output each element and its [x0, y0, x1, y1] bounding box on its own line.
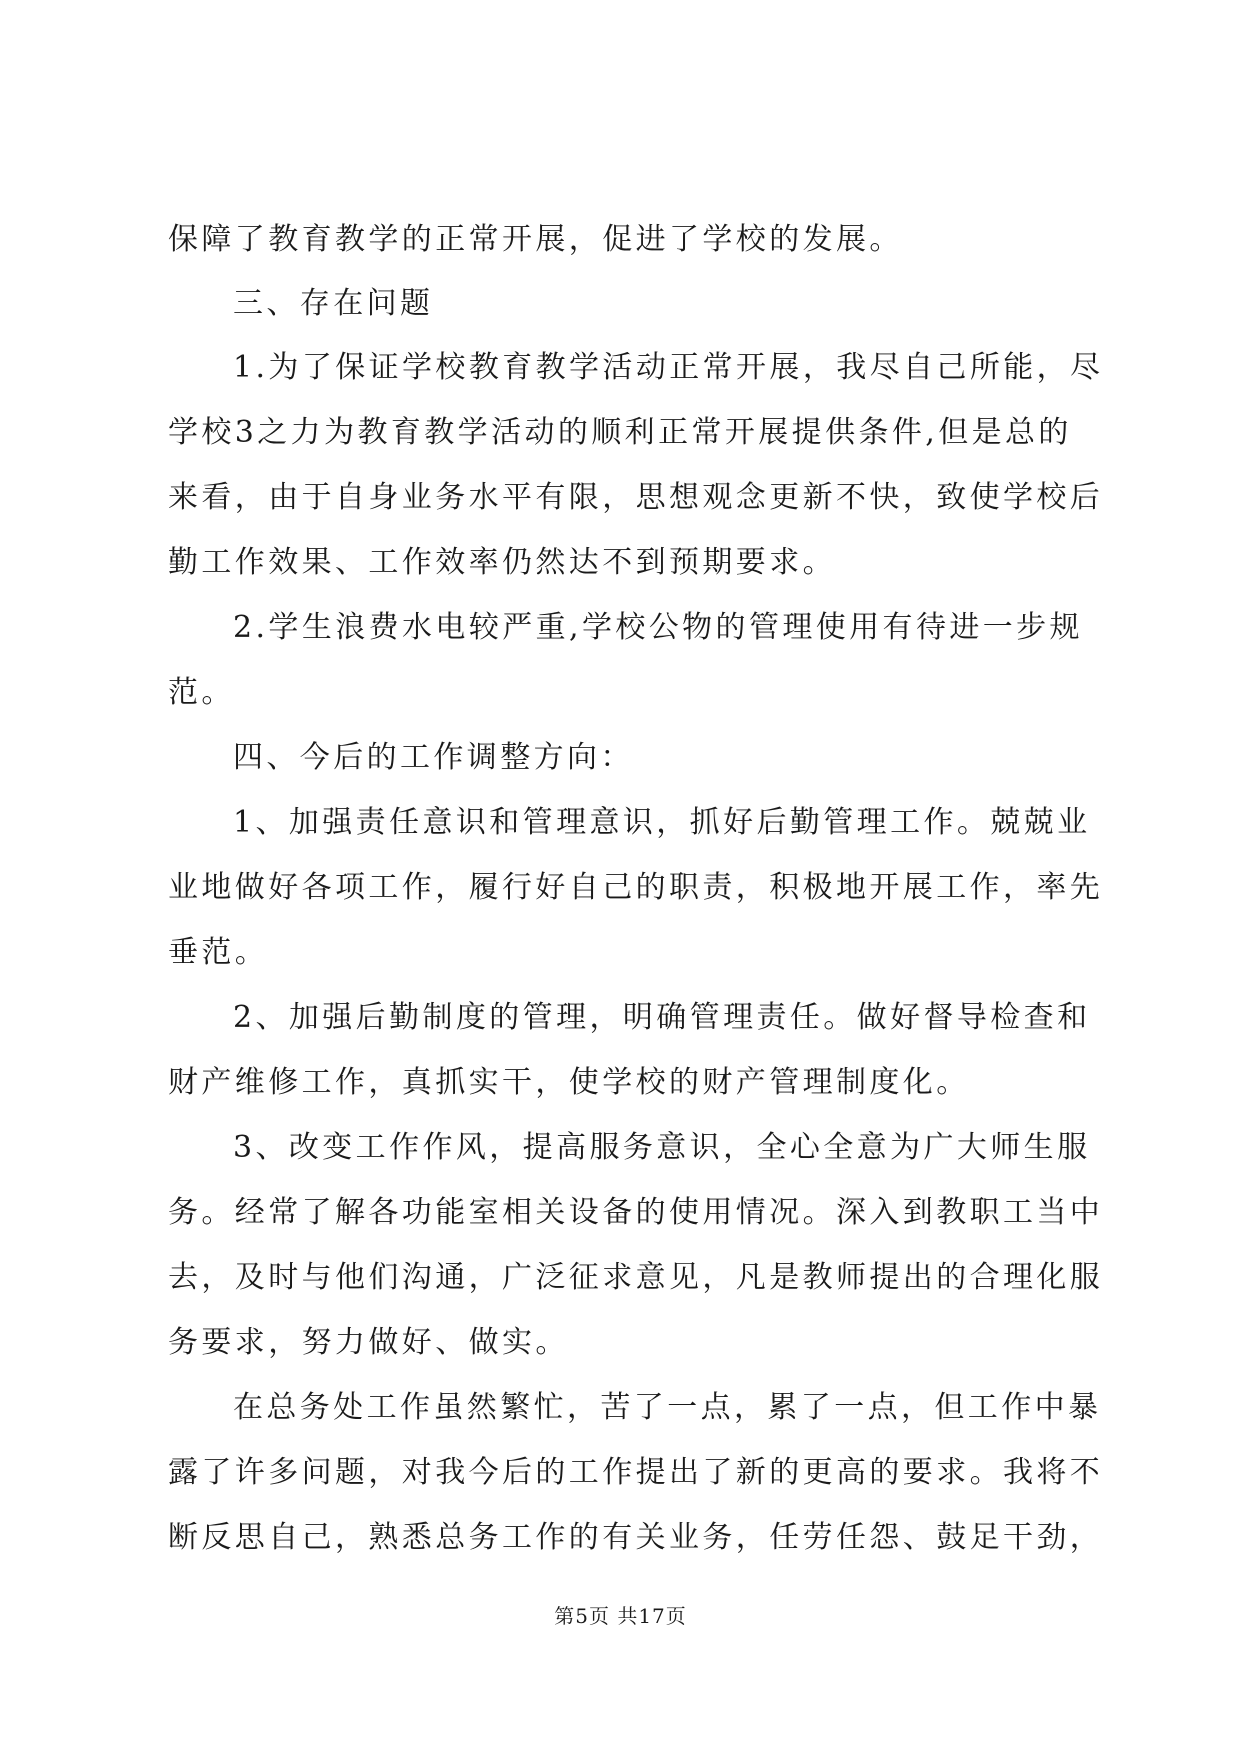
body-text-line: 2.学生浪费水电较严重,学校公物的管理使用有待进一步规: [233, 610, 1083, 645]
body-text-line: 务要求，努力做好、做实。: [168, 1325, 569, 1360]
body-text-line: 露了许多问题，对我今后的工作提出了新的更高的要求。我将不: [168, 1455, 1104, 1490]
body-text-line: 1.为了保证学校教育教学活动正常开展，我尽自己所能，尽: [233, 350, 1104, 385]
body-text-line: 业地做好各项工作，履行好自己的职责，积极地开展工作，率先: [168, 870, 1104, 905]
body-text-line: 2、加强后勤制度的管理，明确管理责任。做好督导检查和: [233, 1000, 1091, 1035]
body-text-line: 范。: [168, 675, 235, 710]
body-text-line: 3、改变工作作风，提高服务意识，全心全意为广大师生服: [233, 1130, 1091, 1165]
body-text-line: 在总务处工作虽然繁忙，苦了一点，累了一点，但工作中暴: [233, 1390, 1102, 1425]
body-text-line: 务。经常了解各功能室相关设备的使用情况。深入到教职工当中: [168, 1195, 1104, 1230]
body-text-line: 保障了教育教学的正常开展，促进了学校的发展。: [168, 222, 903, 257]
body-text-line: 来看，由于自身业务水平有限，思想观念更新不快，致使学校后: [168, 480, 1104, 515]
body-text-line: 财产维修工作，真抓实干，使学校的财产管理制度化。: [168, 1065, 970, 1100]
body-text-line: 去，及时与他们沟通，广泛征求意见，凡是教师提出的合理化服: [168, 1260, 1104, 1295]
body-text-line: 勤工作效果、工作效率仍然达不到预期要求。: [168, 545, 836, 580]
body-text-line: 学校3之力为教育教学活动的顺利正常开展提供条件,但是总的: [168, 415, 1072, 450]
section-heading: 三、存在问题: [233, 286, 434, 321]
section-heading: 四、今后的工作调整方向：: [233, 740, 634, 775]
page-number-footer: 第5页 共17页: [554, 1604, 687, 1628]
body-text-line: 1、加强责任意识和管理意识，抓好后勤管理工作。兢兢业: [233, 805, 1091, 840]
body-text-line: 垂范。: [168, 935, 269, 970]
body-text-line: 断反思自己，熟悉总务工作的有关业务，任劳任怨、鼓足干劲，: [168, 1520, 1104, 1555]
